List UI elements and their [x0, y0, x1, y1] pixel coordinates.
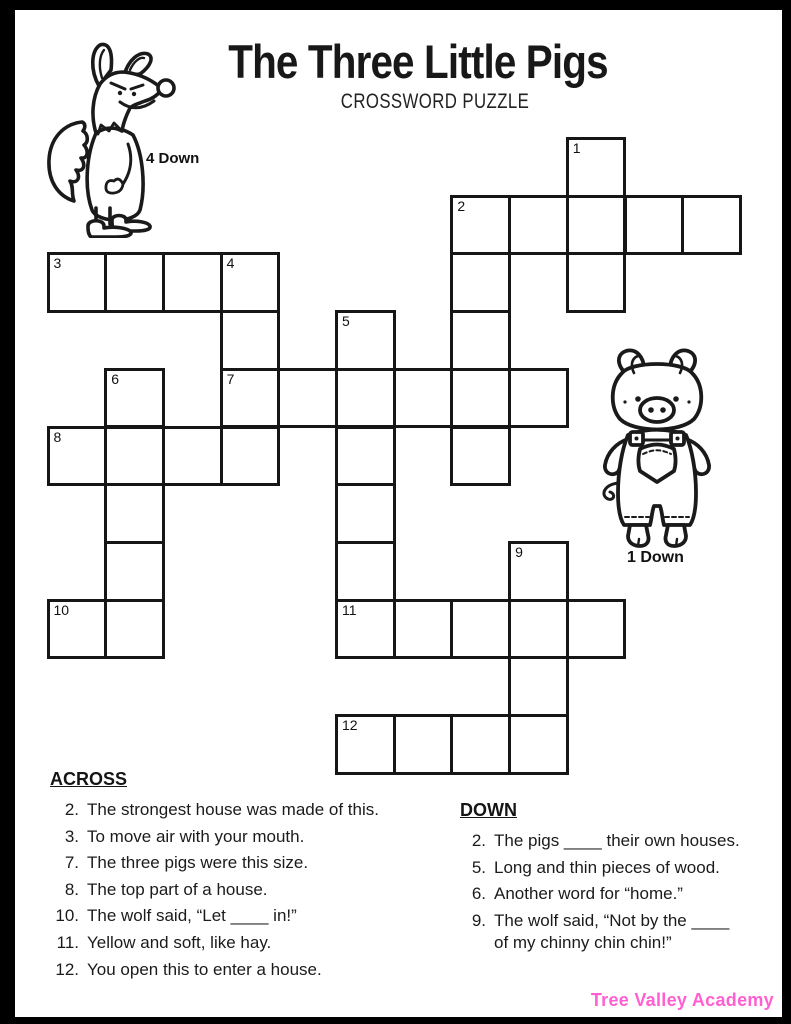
grid-cell[interactable]: [566, 195, 627, 256]
grid-cell[interactable]: [220, 310, 281, 371]
clue-text: The three pigs were this size.: [87, 853, 309, 873]
cell-number: 1: [572, 140, 581, 156]
clue-item-across-3: [50, 826, 422, 848]
clue-number: 2.: [471, 831, 486, 850]
clue-item-across-11: [50, 932, 422, 954]
clue-item-down-6: [460, 883, 746, 905]
across-clue-list: [50, 799, 422, 981]
grid-cell[interactable]: [277, 368, 338, 429]
clue-text: Long and thin pieces of wood.: [494, 857, 720, 877]
cell-number: 4: [226, 255, 235, 272]
cell-number: 7: [226, 370, 235, 387]
grid-cell[interactable]: [335, 483, 396, 544]
grid-cell[interactable]: [566, 137, 627, 198]
wolf-eye-right: [132, 92, 136, 96]
grid-cell[interactable]: [508, 541, 569, 602]
clue-text: Yellow and soft, like hay.: [87, 932, 272, 952]
clue-number: 2.: [64, 800, 79, 819]
clue-number: 8.: [64, 879, 79, 899]
clue-item-across-8: [50, 879, 422, 901]
grid-cell[interactable]: [508, 195, 569, 256]
pig-nostril-left: [648, 407, 654, 413]
page-subtitle: CROSSWORD PUZZLE: [340, 90, 530, 113]
clue-number: 3.: [64, 826, 79, 846]
pig-snout: [640, 398, 674, 422]
clue-number: 9.: [471, 910, 486, 930]
down-header: DOWN: [460, 800, 517, 820]
clue-number: 6.: [471, 884, 486, 904]
grid-cell[interactable]: [508, 599, 569, 660]
pig-eye-right: [673, 396, 679, 402]
clue-number: 11.: [56, 932, 79, 952]
grid-cell[interactable]: [104, 368, 165, 429]
grid-cell[interactable]: [450, 599, 511, 660]
grid-cell[interactable]: [104, 426, 165, 487]
clue-number: 10.: [55, 906, 79, 926]
grid-cell[interactable]: [335, 714, 396, 775]
grid-cell[interactable]: [335, 541, 396, 602]
wolf-tail: [49, 122, 87, 201]
grid-cell[interactable]: [335, 599, 396, 660]
pig-button-right: [676, 437, 680, 441]
brand-watermark: Tree Valley Academy: [590, 990, 774, 1010]
clue-text: The top part of a house.: [87, 879, 268, 899]
clue-item-across-12: [50, 959, 422, 981]
cell-number: 10: [53, 601, 70, 618]
clue-text: You open this to enter a house.: [87, 959, 322, 979]
clue-item-across-7: [50, 852, 422, 874]
clue-number: 12.: [55, 959, 79, 979]
grid-cell[interactable]: [47, 426, 108, 487]
grid-cell[interactable]: [104, 599, 165, 660]
grid-cell[interactable]: [393, 599, 454, 660]
across-clues-section: [50, 769, 422, 985]
grid-cell[interactable]: [393, 368, 454, 429]
wolf-illustration: [38, 38, 188, 238]
grid-cell[interactable]: [450, 195, 511, 256]
clue-item-down-2: [460, 830, 746, 852]
grid-cell[interactable]: [220, 426, 281, 487]
pig-tail: [604, 483, 618, 499]
grid-cell[interactable]: [450, 310, 511, 371]
cell-number: 2: [457, 197, 466, 214]
cell-number: 5: [342, 313, 350, 330]
wolf-nose: [158, 80, 174, 96]
grid-cell[interactable]: [393, 714, 454, 775]
grid-cell[interactable]: [566, 599, 627, 660]
grid-cell[interactable]: [450, 252, 511, 313]
pig-cheek-left: [623, 400, 626, 403]
pig-cheek-right: [687, 400, 690, 403]
down-clue-list: [460, 830, 746, 954]
grid-cell[interactable]: [450, 368, 511, 429]
wolf-clue-label: 4 Down: [146, 150, 200, 167]
page-title: The Three Little Pigs: [228, 35, 608, 88]
grid-cell[interactable]: [104, 252, 165, 313]
clue-text: Another word for “home.”: [494, 884, 683, 904]
cell-number: 11: [342, 601, 357, 618]
pig-clue-label: 1 Down: [627, 549, 684, 566]
clue-item-down-9: [460, 910, 746, 954]
grid-cell[interactable]: [566, 252, 627, 313]
grid-cell[interactable]: [335, 368, 396, 429]
clue-item-across-2: [50, 799, 422, 821]
grid-cell[interactable]: [335, 426, 396, 487]
clue-text: The pigs ____ their own houses.: [494, 831, 740, 850]
grid-cell[interactable]: [220, 252, 281, 313]
cell-number: 8: [53, 428, 62, 445]
grid-cell[interactable]: [47, 599, 108, 660]
grid-cell[interactable]: [508, 368, 569, 429]
clue-text: The wolf said, “Not by the ____ of my chinny chin chin!”: [494, 910, 730, 952]
pig-eye-left: [635, 396, 641, 402]
grid-cell[interactable]: [104, 483, 165, 544]
grid-cell[interactable]: [681, 195, 742, 256]
clue-item-down-5: [460, 857, 746, 879]
clue-number: 5.: [471, 857, 486, 877]
wolf-eye-left: [118, 91, 122, 95]
wolf-paw: [106, 179, 123, 193]
grid-cell[interactable]: [47, 252, 108, 313]
grid-cell[interactable]: [104, 541, 165, 602]
down-clues-section: [460, 800, 746, 958]
grid-cell[interactable]: [450, 426, 511, 487]
cell-number: 9: [515, 543, 523, 560]
pig-button-left: [635, 437, 639, 441]
cell-number: 12: [342, 717, 358, 733]
clue-text: To move air with your mouth.: [87, 826, 305, 846]
grid-cell[interactable]: [508, 714, 569, 775]
clue-number: 7.: [64, 853, 79, 873]
grid-cell[interactable]: [335, 310, 396, 371]
clue-text: The strongest house was made of this.: [87, 800, 379, 819]
grid-cell[interactable]: [508, 656, 569, 717]
cell-number: 3: [53, 255, 62, 272]
across-header: ACROSS: [50, 769, 128, 789]
grid-cell[interactable]: [220, 368, 281, 429]
clue-item-across-10: [50, 905, 422, 927]
grid-cell[interactable]: [450, 714, 511, 775]
grid-cell[interactable]: [162, 252, 223, 313]
clue-text: The wolf said, “Let ____ in!”: [87, 906, 297, 926]
pig-illustration: [592, 345, 722, 555]
pig-nostril-right: [660, 407, 666, 413]
grid-cell[interactable]: [624, 195, 685, 256]
grid-cell[interactable]: [162, 426, 223, 487]
cell-number: 6: [111, 370, 119, 387]
